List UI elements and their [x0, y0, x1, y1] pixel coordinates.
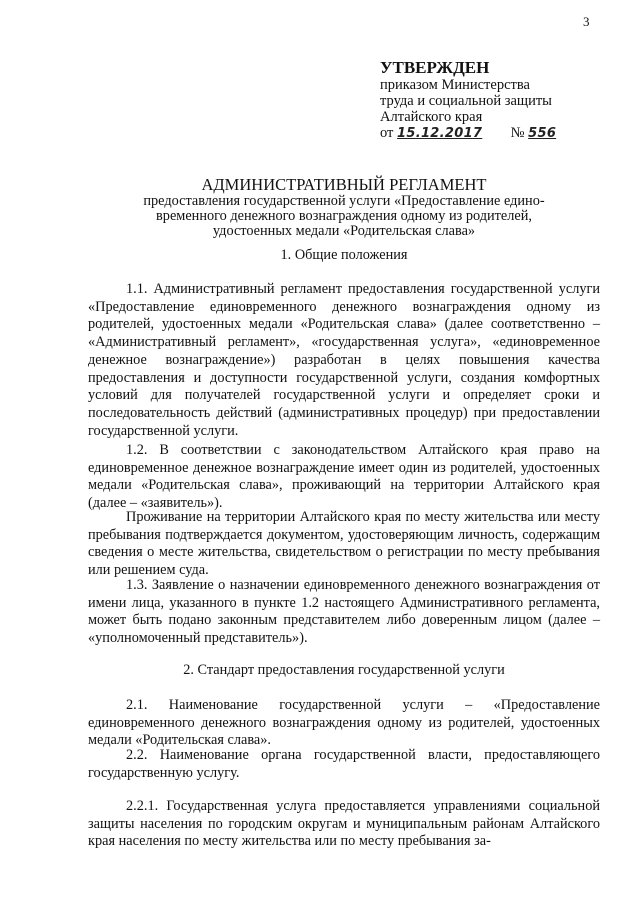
approval-heading: УТВЕРЖДЕН — [380, 58, 490, 77]
paragraph-1-1: 1.1. Административный регламент предоставления государственной услуги «Предоставление единовременного денежного вознаграждения одному из родителей, удостоенных медали «Родительская слава» (далее соответственно – «Административный регламент», «государственная услуга», «единовременное денежное вознаграждение») разработан в целях повышения качества предоставления и доступности государственной услуги, создания комфортных условий для получателей государственной услуги и определяет сроки и последовательность действий (административных процедур) при предоставлении государственной услуги. — [88, 281, 600, 439]
paragraph-2-1: 2.1. Наименование государственной услуги – «Предоставление единовременного денежного вознаграждения одному из родителей, удостоенных медали «Родительская слава». — [88, 697, 600, 749]
paragraph-2-2: 2.2. Наименование органа государственной власти, предоставляющего государственную услугу. — [88, 747, 600, 781]
approval-date-line — [380, 125, 594, 142]
section-heading-2: 2. Стандарт предоставления государственной услуги — [183, 662, 505, 678]
handwritten-number: 556 — [528, 126, 557, 141]
document-title: АДМИНИСТРАТИВНЫЙ РЕГЛАМЕНТ — [201, 175, 487, 194]
title-block — [88, 175, 600, 239]
handwritten-date: 15.12.2017 — [397, 126, 483, 141]
approval-line-3: Алтайского края — [380, 109, 483, 125]
section-heading-1: 1. Общие положения — [280, 247, 408, 263]
title-line-1: предоставления государственной услуги «Предоставление едино- — [143, 193, 545, 209]
title-line-2: временного денежного вознаграждения одному из родителей, — [156, 208, 532, 224]
approval-block — [380, 58, 594, 142]
paragraph-1-2: 1.2. В соответствии с законодательством Алтайского края право на единовременное денежное вознаграждение имеет один из родителей, удостоенных медали «Родительская слава», проживающий на территории Алтайского края (далее – «заявитель»). — [88, 442, 600, 512]
paragraph-1-3: 1.3. Заявление о назначении единовременного денежного вознаграждения от имени лица, указанного в пункте 1.2 настоящего Административного регламента, может быть подано законным представителем либо доверенным лицом (далее – «уполномоченный представитель»). — [88, 577, 600, 647]
number-prefix: № — [510, 125, 525, 141]
page-number: 3 — [583, 14, 590, 29]
approval-line-2: труда и социальной защиты — [380, 93, 552, 109]
paragraph-2-2-1: 2.2.1. Государственная услуга предоставляется управлениями социальной защиты населения по городским округам и муниципальным районам Алтайского края населения по месту жительства или по месту пребывания за- — [88, 798, 600, 850]
title-line-3: удостоенных медали «Родительская слава» — [212, 223, 476, 239]
date-prefix: от — [380, 125, 394, 141]
paragraph-1-2b: Проживание на территории Алтайского края по месту жительства или месту пребывания подтверждается документом, удостоверяющим личность, содержащим сведения о месте жительства, свидетельством о регистрации по месту пребывания или решением суда. — [88, 509, 600, 579]
approval-line-1: приказом Министерства — [380, 77, 530, 93]
